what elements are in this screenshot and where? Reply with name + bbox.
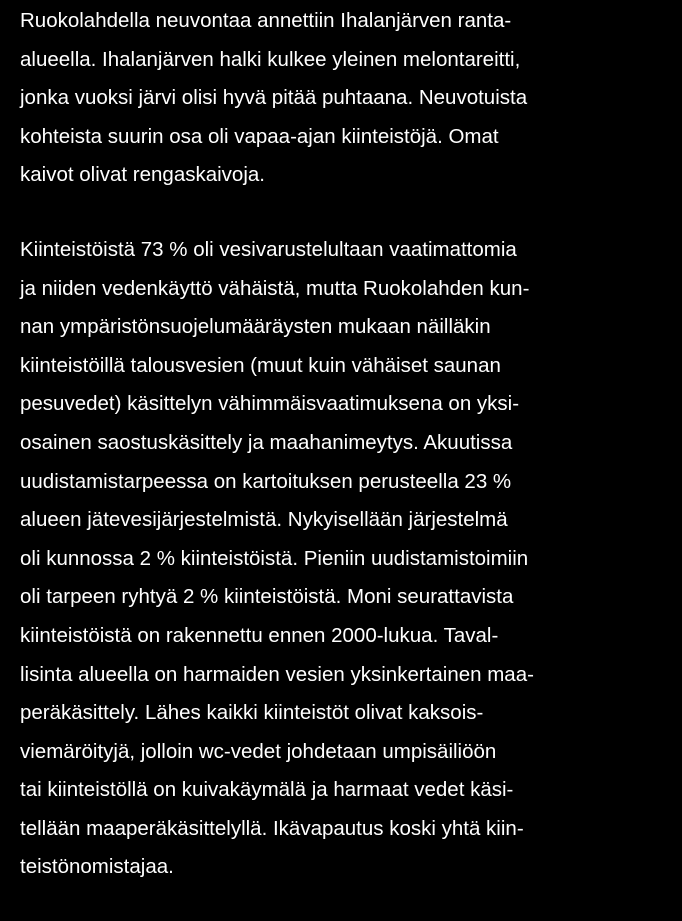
text-line: nan ympäristönsuojelumääräysten mukaan näilläkin — [20, 315, 491, 339]
text-line: peräkäsittely. Lähes kaikki kiinteistöt olivat kaksois- — [20, 701, 484, 725]
text-line: kiinteistöistä on rakennettu ennen 2000-lukua. Taval- — [20, 623, 499, 647]
text-line: ja niiden vedenkäyttö vähäistä, mutta Ruokolahden kun- — [20, 276, 530, 300]
text-line: oli kunnossa 2 % kiinteistöistä. Pieniin uudistamistoimiin — [20, 546, 529, 570]
paragraph-2 — [20, 231, 670, 887]
document-page — [20, 2, 670, 887]
text-line: jonka vuoksi järvi olisi hyvä pitää puhtaana. Neuvotuista — [20, 86, 528, 110]
text-line: alueella. Ihalanjärven halki kulkee yleinen melontareitti, — [20, 47, 521, 71]
text-line: kaivot olivat rengaskaivoja. — [20, 163, 265, 187]
text-line: Kiinteistöistä 73 % oli vesivarustelultaan vaatimattomia — [20, 237, 517, 261]
text-line: kiinteistöillä talousvesien (muut kuin vähäiset saunan — [20, 353, 501, 377]
text-line: tellään maaperäkäsittelyllä. Ikävapautus koski yhtä kiin- — [20, 816, 524, 840]
text-line: alueen jätevesijärjestelmistä. Nykyisellään järjestelmä — [20, 508, 508, 532]
paragraph-1 — [20, 2, 670, 195]
text-line: viemäröityjä, jolloin wc-vedet johdetaan umpisäiliöön — [20, 739, 497, 763]
text-line: teistönomistajaa. — [20, 855, 174, 879]
text-line: uudistamistarpeessa on kartoituksen perusteella 23 % — [20, 469, 512, 493]
text-line: osainen saostuskäsittely ja maahanimeytys. Akuutissa — [20, 430, 513, 454]
text-line: tai kiinteistöllä on kuivakäymälä ja harmaat vedet käsi- — [20, 778, 514, 802]
text-line: kohteista suurin osa oli vapaa-ajan kiinteistöjä. Omat — [20, 124, 499, 148]
text-line: pesuvedet) käsittelyn vähimmäisvaatimuksena on yksi- — [20, 392, 520, 416]
text-line: Ruokolahdella neuvontaa annettiin Ihalanjärven ranta- — [20, 9, 512, 32]
text-line: oli tarpeen ryhtyä 2 % kiinteistöistä. Moni seurattavista — [20, 585, 514, 609]
text-line: lisinta alueella on harmaiden vesien yksinkertainen maa- — [20, 662, 534, 686]
